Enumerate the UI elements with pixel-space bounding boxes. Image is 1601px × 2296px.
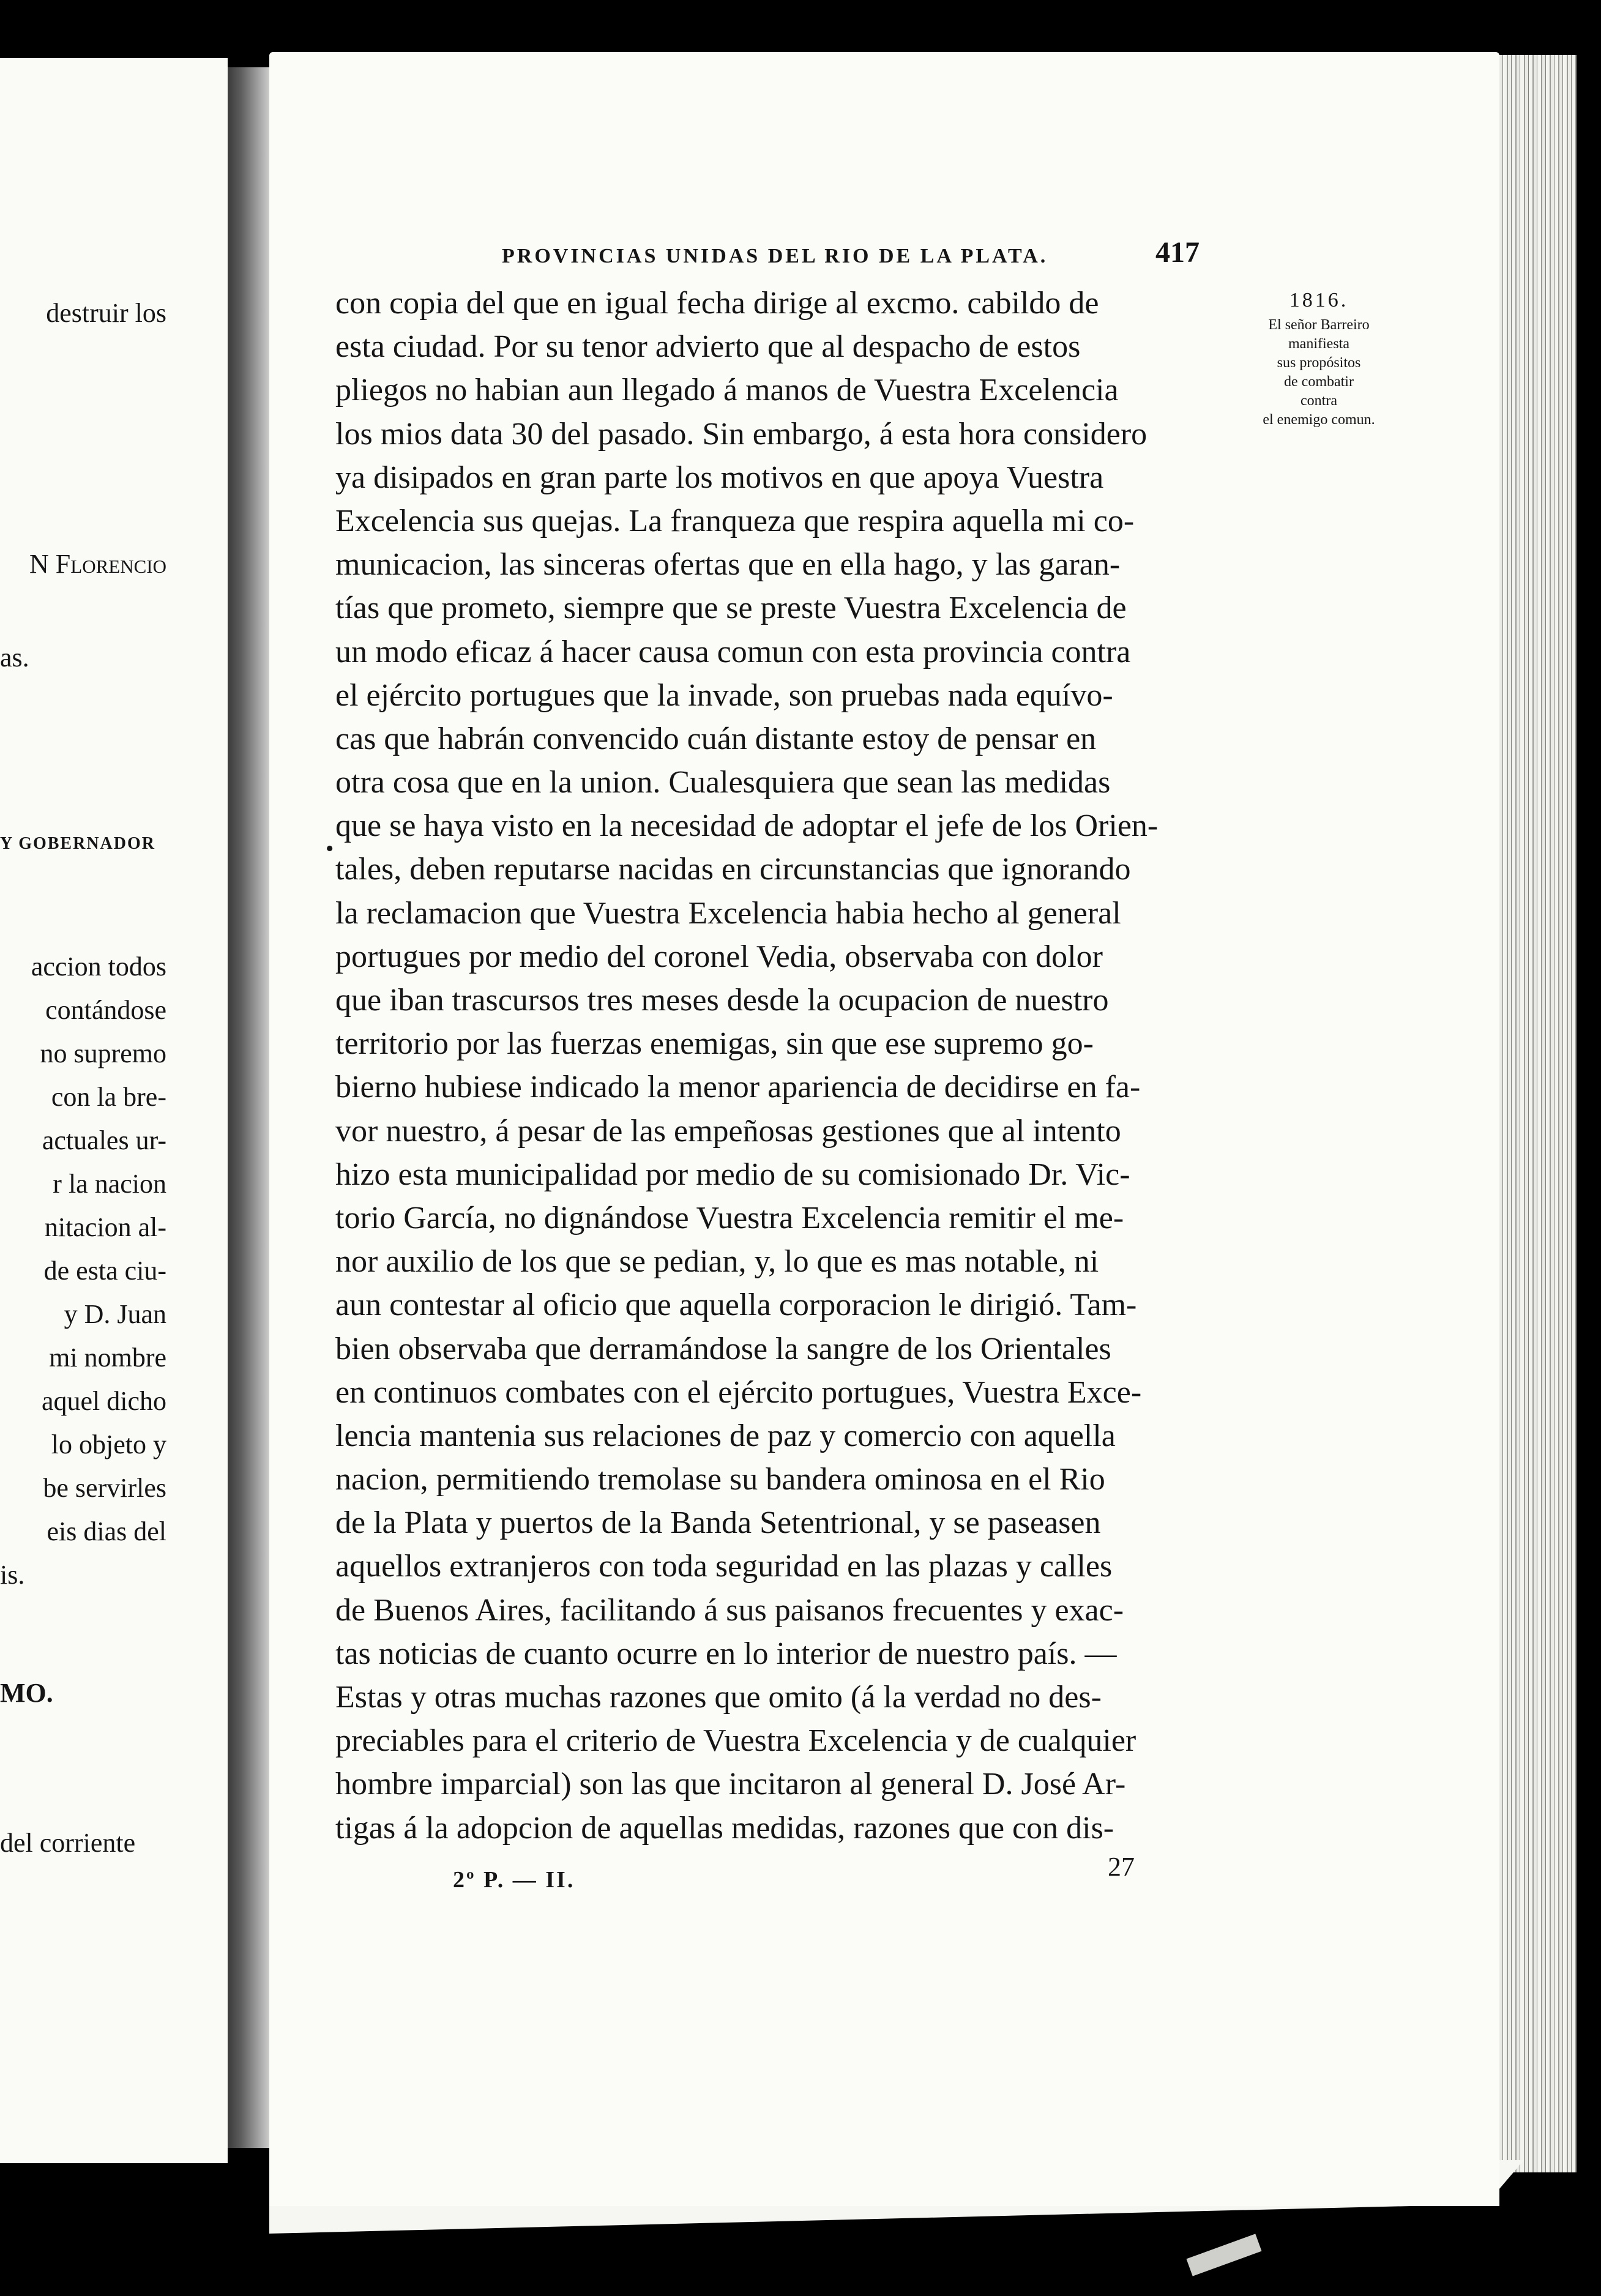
body-line: bien observaba que derramándose la sangre de los Orientales	[335, 1331, 1111, 1366]
body-line: tales, deben reputarse nacidas en circunstancias que ignorando	[335, 852, 1131, 887]
body-line: preciables para el criterio de Vuestra Excelencia y de cualquier	[335, 1723, 1136, 1759]
left-fragment: contándose	[45, 995, 166, 1025]
left-fragment: aquel dicho	[41, 1386, 166, 1416]
left-fragment: del corriente	[0, 1828, 136, 1858]
body-line: bierno hubiese indicado la menor apariencia de decidirse en fa-	[335, 1070, 1141, 1105]
body-line: tías que prometo, siempre que se preste Vuestra Excelencia de	[335, 591, 1127, 626]
margin-note-line: contra	[1301, 393, 1337, 409]
body-line: territorio por las fuerzas enemigas, sin que ese supremo go-	[335, 1026, 1094, 1062]
body-line: municacion, las sinceras ofertas que en ella hago, y las garan-	[335, 547, 1121, 583]
body-line: los mios data 30 del pasado. Sin embargo, á esta hora considero	[335, 416, 1148, 452]
margin-note	[1221, 291, 1417, 430]
body-line: vor nuestro, á pesar de las empeñosas gestiones que al intento	[335, 1113, 1121, 1149]
left-fragment: accion todos	[31, 952, 166, 982]
body-line: cas que habrán convencido cuán distante estoy de pensar en	[335, 721, 1097, 756]
book-gutter	[222, 67, 277, 2148]
bottom-number: 27	[1108, 1852, 1135, 1882]
left-fragment: MO.	[0, 1678, 53, 1708]
body-line: aun contestar al oficio que aquella corporacion le dirigió. Tam-	[335, 1288, 1137, 1323]
left-page	[0, 58, 228, 2163]
body-line: de Buenos Aires, facilitando á sus paisanos frecuentes y exac-	[335, 1592, 1124, 1628]
scan-smudge	[1186, 2234, 1261, 2276]
left-fragment: y D. Juan	[64, 1299, 166, 1329]
body-line: nacion, permitiendo tremolase su bandera ominosa en el Rio	[335, 1462, 1105, 1497]
left-fragment: as.	[0, 643, 29, 673]
body-line: tas noticias de cuanto ocurre en lo interior de nuestro país. —	[335, 1636, 1117, 1671]
margin-note-line: manifiesta	[1288, 336, 1349, 352]
body-line: Excelencia sus quejas. La franqueza que respira aquella mi co-	[335, 503, 1135, 539]
left-fragment: N Florencio	[29, 549, 166, 579]
body-line: otra cosa que en la union. Cualesquiera que sean las medidas	[335, 765, 1111, 800]
signature-mark: 2º P. — II.	[453, 1867, 575, 1893]
left-fragment: is.	[0, 1560, 25, 1590]
body-line: portugues por medio del coronel Vedia, observaba con dolor	[335, 939, 1103, 974]
left-fragment: eis dias del	[47, 1516, 166, 1546]
margin-note-line: sus propósitos	[1277, 355, 1361, 371]
page-number: 417	[1155, 236, 1200, 269]
body-line: tigas á la adopcion de aquellas medidas, razones que con dis-	[335, 1810, 1114, 1846]
body-line: hizo esta municipalidad por medio de su comisionado Dr. Vic-	[335, 1157, 1130, 1192]
left-fragment: Y GOBERNADOR	[0, 834, 155, 853]
left-fragment: con la bre-	[51, 1082, 166, 1112]
body-text	[335, 281, 1204, 1850]
left-fragment: mi nombre	[49, 1343, 166, 1373]
body-line: ya disipados en gran parte los motivos en que apoya Vuestra	[335, 460, 1104, 495]
body-line: hombre imparcial) son las que incitaron al general D. José Ar-	[335, 1767, 1126, 1802]
body-line: torio García, no dignándose Vuestra Excelencia remitir el me-	[335, 1200, 1124, 1236]
body-line: nor auxilio de los que se pedian, y, lo que es mas notable, ni	[335, 1244, 1099, 1280]
body-line: Estas y otras muchas razones que omito (á la verdad no des-	[335, 1680, 1102, 1715]
body-line: el ejército portugues que la invade, son pruebas nada equívo-	[335, 677, 1113, 713]
body-line: esta ciudad. Por su tenor advierto que al despacho de estos	[335, 329, 1081, 365]
margin-note-line: El señor Barreiro	[1268, 317, 1370, 333]
body-line: con copia del que en igual fecha dirige al excmo. cabildo de	[335, 286, 1099, 321]
ink-mark: •	[326, 836, 334, 862]
left-fragment: nitacion al-	[44, 1212, 166, 1242]
left-fragment: no supremo	[40, 1038, 166, 1068]
running-head: PROVINCIAS UNIDAS DEL RIO DE LA PLATA.	[502, 245, 1048, 267]
left-fragment: lo objeto y	[51, 1429, 166, 1459]
body-line: de la Plata y puertos de la Banda Setentrional, y se paseasen	[335, 1505, 1101, 1541]
body-line: la reclamacion que Vuestra Excelencia habia hecho al general	[335, 895, 1121, 931]
left-fragment: be servirles	[43, 1473, 166, 1503]
body-line: pliegos no habian aun llegado á manos de Vuestra Excelencia	[335, 373, 1119, 408]
body-line: en continuos combates con el ejército portugues, Vuestra Exce-	[335, 1374, 1142, 1410]
body-line: un modo eficaz á hacer causa comun con esta provincia contra	[335, 634, 1131, 669]
body-line: aquellos extranjeros con toda seguridad en las plazas y calles	[335, 1549, 1113, 1584]
body-line: que iban trascursos tres meses desde la ocupacion de nuestro	[335, 983, 1109, 1018]
margin-note-year: 1816.	[1289, 289, 1349, 311]
left-fragment: de esta ciu-	[43, 1256, 166, 1286]
left-fragment: actuales ur-	[42, 1125, 166, 1155]
left-fragment: r la nacion	[53, 1169, 166, 1199]
margin-note-line: de combatir	[1284, 374, 1354, 390]
body-line: lencia mantenia sus relaciones de paz y comercio con aquella	[335, 1418, 1116, 1453]
body-line: que se haya visto en la necesidad de adoptar el jefe de los Orien-	[335, 808, 1159, 844]
left-fragment: destruir los	[46, 298, 166, 328]
margin-note-line: el enemigo comun.	[1263, 412, 1375, 428]
